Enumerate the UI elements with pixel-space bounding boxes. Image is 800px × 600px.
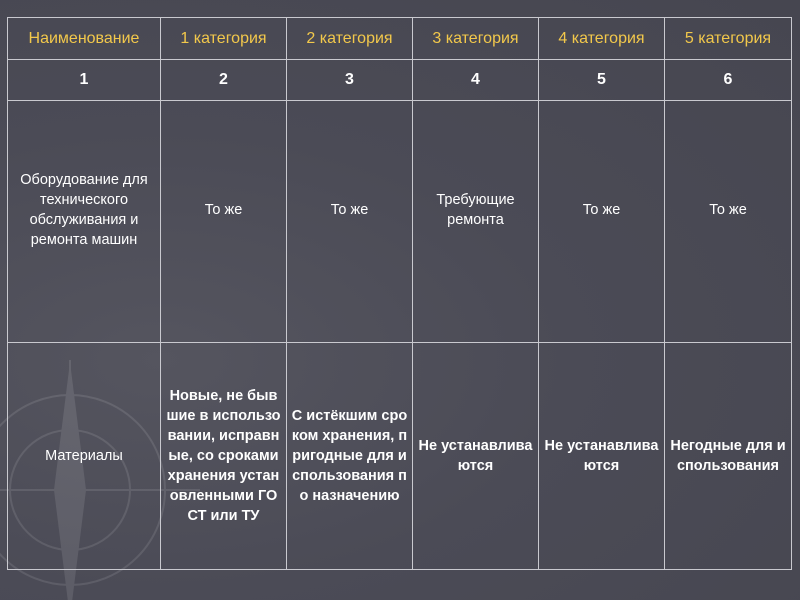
table-cell: [287, 343, 413, 570]
row-name-cell: [8, 101, 161, 343]
cell-text: Не устанавливаются: [544, 438, 659, 474]
column-number: 2: [161, 60, 287, 101]
cell-text: То же: [582, 201, 621, 218]
table-row-equipment: [8, 101, 792, 343]
column-number: 3: [287, 60, 413, 101]
category-table: [7, 17, 792, 570]
cell-text: Требующие ремонта: [436, 191, 515, 228]
table-cell: [539, 101, 665, 343]
cell-text: То же: [204, 201, 243, 218]
column-number: 4: [413, 60, 539, 101]
header-category-3: 3 категория: [413, 18, 539, 60]
table-cell: [413, 101, 539, 343]
header-category-5: 5 категория: [665, 18, 792, 60]
table-row-materials: [8, 343, 792, 570]
number-row: [8, 60, 792, 101]
column-number: 1: [8, 60, 161, 101]
table-cell: [539, 343, 665, 570]
cell-text: Новые, не бывшие в использовании, исправные, со сроками хранения установленными ГОСТ или ТУ: [166, 388, 281, 524]
table-cell: [161, 343, 287, 570]
column-number: 5: [539, 60, 665, 101]
header-category-1: 1 категория: [161, 18, 287, 60]
header-category-4: 4 категория: [539, 18, 665, 60]
header-category-2: 2 категория: [287, 18, 413, 60]
cell-text: То же: [709, 201, 747, 218]
table-cell: [665, 101, 792, 343]
table-cell: [161, 101, 287, 343]
table-cell: [665, 343, 792, 570]
table-cell: [287, 101, 413, 343]
cell-text: Не устанавливаются: [418, 438, 533, 474]
row-name-cell: [8, 343, 161, 570]
header-row: [8, 18, 792, 60]
row-name: Оборудование для технического обслуживания и ремонта машин: [20, 171, 148, 248]
cell-text: Негодные для использования: [670, 438, 786, 474]
cell-text: То же: [330, 201, 369, 218]
table-cell: [413, 343, 539, 570]
cell-text: С истёкшим сроком хранения, пригодные для использования по назначению: [291, 408, 408, 504]
header-name: Наименование: [8, 18, 161, 60]
column-number: 6: [665, 60, 792, 101]
row-name: Материалы: [45, 448, 123, 464]
